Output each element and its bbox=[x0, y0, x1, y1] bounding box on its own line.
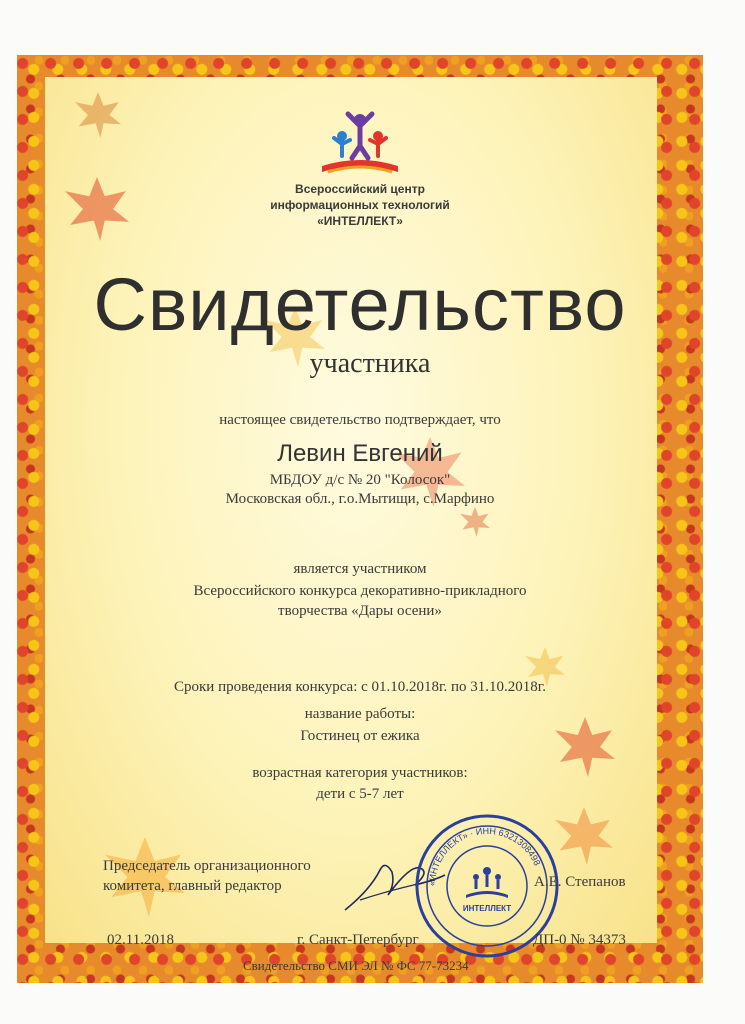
maple-leaf-decoration bbox=[460, 507, 490, 537]
certificate-number: ДП-0 № 34373 bbox=[533, 932, 626, 948]
organization-line: «ИНТЕЛЛЕКТ» bbox=[317, 214, 403, 228]
stamp-center-text: ИНТЕЛЛЕКТ bbox=[462, 904, 512, 913]
contest-name-line: Всероссийского конкурса декоративно-прикладного bbox=[193, 583, 527, 599]
age-category-label: возрастная категория участников: bbox=[252, 765, 468, 781]
signatory-line: комитета, главный редактор bbox=[103, 878, 282, 894]
maple-leaf-decoration bbox=[75, 92, 121, 138]
stamp-text: «ИНТЕЛЛЕКТ» · ИНН 6321308498 bbox=[426, 825, 543, 887]
participant-institution: МБДОУ д/с № 20 "Колосок" bbox=[269, 472, 451, 488]
maple-leaf-decoration bbox=[555, 807, 613, 865]
certificate-title: Свидетельство bbox=[93, 263, 627, 346]
media-registration: Свидетельство СМИ ЭЛ № ФС 77-73234 bbox=[243, 958, 469, 973]
organization-line: Всероссийский центр bbox=[295, 182, 425, 196]
maple-leaf-decoration bbox=[65, 177, 129, 241]
participant-location: Московская обл., г.о.Мытищи, с.Марфино bbox=[225, 491, 495, 507]
work-title-label: название работы: bbox=[304, 706, 416, 722]
organization-line: информационных технологий bbox=[270, 198, 450, 212]
svg-text:«ИНТЕЛЛЕКТ» · ИНН 6321308498 bbox=[427, 826, 542, 886]
signatory-name: А.Е. Степанов bbox=[534, 874, 626, 890]
issue-date: 02.11.2018 bbox=[107, 932, 174, 948]
confirm-text: настоящее свидетельство подтверждает, что bbox=[219, 412, 501, 428]
organization-name bbox=[200, 181, 520, 229]
work-title-value: Гостинец от ежика bbox=[300, 728, 420, 744]
issue-city: г. Санкт-Петербург bbox=[297, 932, 419, 948]
participant-name: Левин Евгений bbox=[277, 440, 443, 467]
is-participant-text: является участником bbox=[293, 561, 427, 577]
contest-name-line: творчества «Дары осени» bbox=[278, 603, 442, 619]
contest-dates: Сроки проведения конкурса: с 01.10.2018г. по 31.10.2018г. bbox=[174, 679, 546, 695]
age-category-value: дети с 5-7 лет bbox=[316, 786, 404, 802]
intellekt-logo bbox=[312, 110, 408, 180]
certificate-subtitle: участника bbox=[309, 348, 431, 379]
signatory-line: Председатель организационного bbox=[103, 858, 311, 874]
signatory-title bbox=[103, 856, 343, 896]
